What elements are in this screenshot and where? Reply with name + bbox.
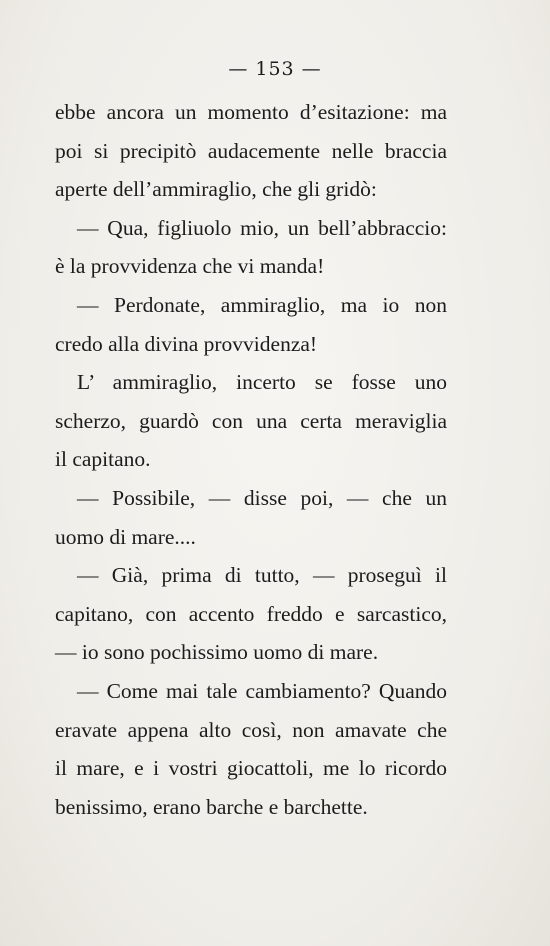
text-line: eravate appena alto così, non amavate che xyxy=(55,717,447,742)
text-line: — Possibile, — disse poi, — che un xyxy=(77,485,447,510)
text-line: L’ ammiraglio, incerto se fosse uno xyxy=(77,370,447,395)
text-line: — Perdonate, ammiraglio, ma io non xyxy=(77,292,447,317)
page-number: — 153 — xyxy=(228,58,322,80)
text-line: credo alla divina provvidenza! xyxy=(55,331,318,356)
text-line: aperte dell’ammiraglio, che gli gridò: xyxy=(55,177,377,202)
text-line: capitano, con accento freddo e sarcastico, xyxy=(55,601,447,626)
text-line: — Come mai tale cambiamento? Quando xyxy=(77,678,447,703)
text-line: ebbe ancora un momento d’esitazione: ma xyxy=(55,100,447,124)
text-line: benissimo, erano barche e barchette. xyxy=(55,794,368,819)
text-line: il mare, e i vostri giocattoli, me lo ricordo xyxy=(55,756,447,781)
text-line: scherzo, guardò con una certa meraviglia xyxy=(55,408,447,433)
text-line: — Già, prima di tutto, — proseguì il xyxy=(77,563,447,588)
text-line: — io sono pochissimo uomo di mare. xyxy=(55,640,379,665)
body-text xyxy=(55,93,447,826)
text-line: il capitano. xyxy=(55,447,151,472)
text-line: uomo di mare.... xyxy=(55,524,196,549)
text-line: poi si precipitò audacemente nelle braccia xyxy=(55,138,447,163)
text-line: è la provvidenza che vi manda! xyxy=(55,254,325,279)
text-line: — Qua, figliuolo mio, un bell’abbraccio: xyxy=(77,215,447,240)
